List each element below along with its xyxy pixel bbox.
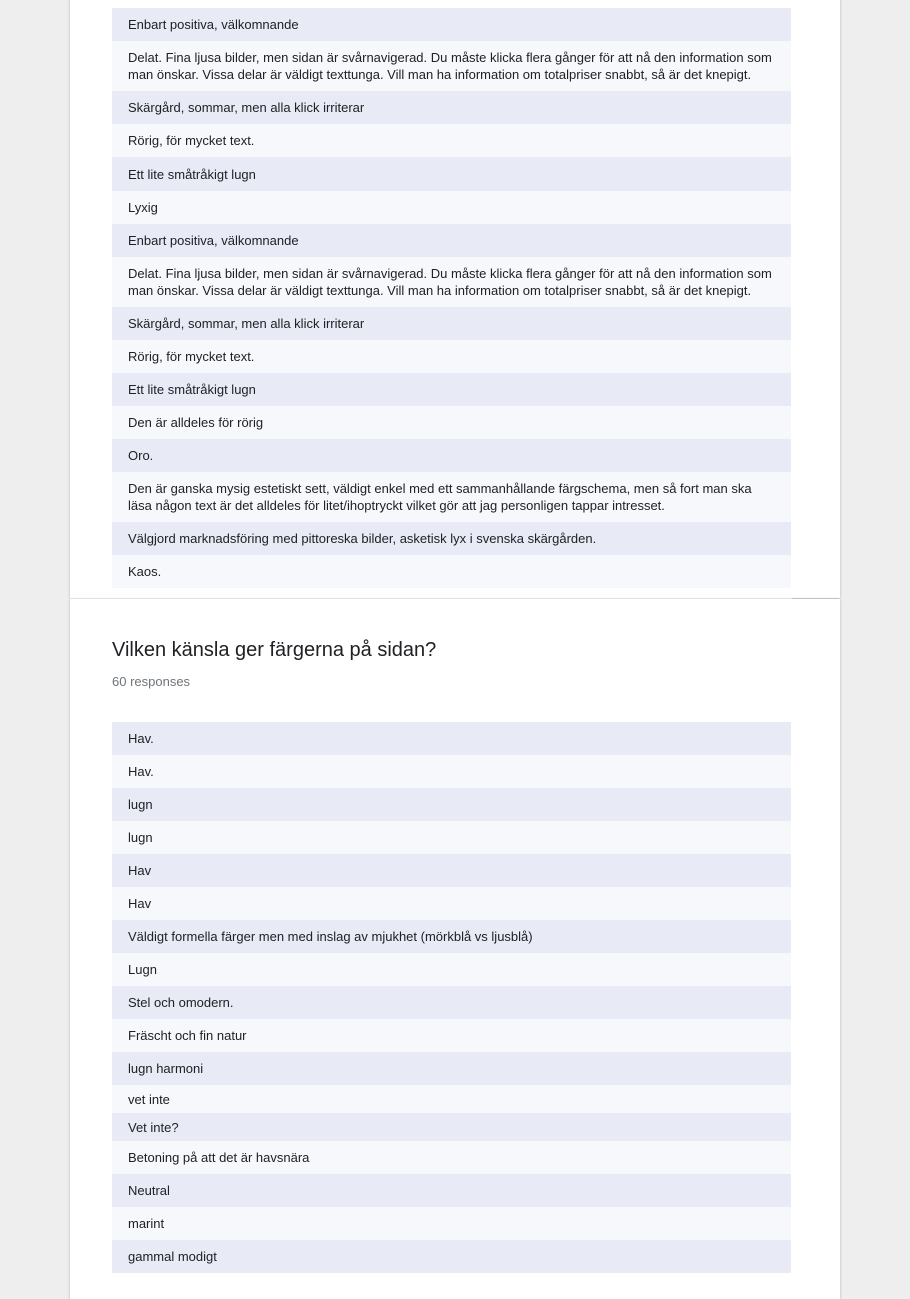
response-item: lugn harmoni <box>112 1052 791 1085</box>
response-item: Delat. Fina ljusa bilder, men sidan är svårnavigerad. Du måste klicka flera gånger för att nå den information som man önskar. Vissa delar är väldigt texttunga. Vill man ha information om totalpriser snabbt, så är det knepigt. <box>112 41 791 91</box>
response-list-q2 <box>112 722 791 1273</box>
response-item: Oro. <box>112 439 791 472</box>
question-title: Vilken känsla ger färgerna på sidan? <box>112 639 437 661</box>
response-item: lugn <box>112 788 791 821</box>
response-item: Hav <box>112 854 791 887</box>
response-item: Hav. <box>112 755 791 788</box>
response-item: Ett lite småtråkigt lugn <box>112 157 791 191</box>
response-item: Betoning på att det är havsnära <box>112 1141 791 1174</box>
response-list-q1 <box>112 8 791 588</box>
response-item: Den är ganska mysig estetiskt sett, väldigt enkel med ett sammanhållande färgschema, men så fort man ska läsa någon text är det alldeles för litet/ihoptryckt vilket gör att jag personligen tappar intresset. <box>112 472 791 522</box>
response-item: Enbart positiva, välkomnande <box>112 8 791 41</box>
response-item: Stel och omodern. <box>112 986 791 1019</box>
response-item: Ett lite småtråkigt lugn <box>112 373 791 406</box>
response-item: Fräscht och fin natur <box>112 1019 791 1052</box>
response-item: marint <box>112 1207 791 1240</box>
response-item: vet inte <box>112 1085 791 1113</box>
response-item: lugn <box>112 821 791 854</box>
response-item: Enbart positiva, välkomnande <box>112 224 791 257</box>
response-item: Den är alldeles för rörig <box>112 406 791 439</box>
response-item: Skärgård, sommar, men alla klick irriterar <box>112 307 791 340</box>
response-item: Lugn <box>112 953 791 986</box>
response-item: Rörig, för mycket text. <box>112 340 791 373</box>
response-item: Lyxig <box>112 191 791 224</box>
response-item: Väldigt formella färger men med inslag av mjukhet (mörkblå vs ljusblå) <box>112 920 791 953</box>
response-item: Delat. Fina ljusa bilder, men sidan är svårnavigerad. Du måste klicka flera gånger för att nå den information som man önskar. Vissa delar är väldigt texttunga. Vill man ha information om totalpriser snabbt, så är det knepigt. <box>112 257 791 307</box>
response-count: 60 responses <box>112 674 191 689</box>
response-item: gammal modigt <box>112 1240 791 1273</box>
response-item: Hav. <box>112 722 791 755</box>
response-item: Vet inte? <box>112 1113 791 1141</box>
response-item: Hav <box>112 887 791 920</box>
response-item: Kaos. <box>112 555 791 588</box>
response-item: Skärgård, sommar, men alla klick irriterar <box>112 91 791 124</box>
response-item: Rörig, för mycket text. <box>112 124 791 157</box>
response-item: Välgjord marknadsföring med pittoreska bilder, asketisk lyx i svenska skärgården. <box>112 522 791 555</box>
card-divider <box>70 598 792 599</box>
response-item: Neutral <box>112 1174 791 1207</box>
